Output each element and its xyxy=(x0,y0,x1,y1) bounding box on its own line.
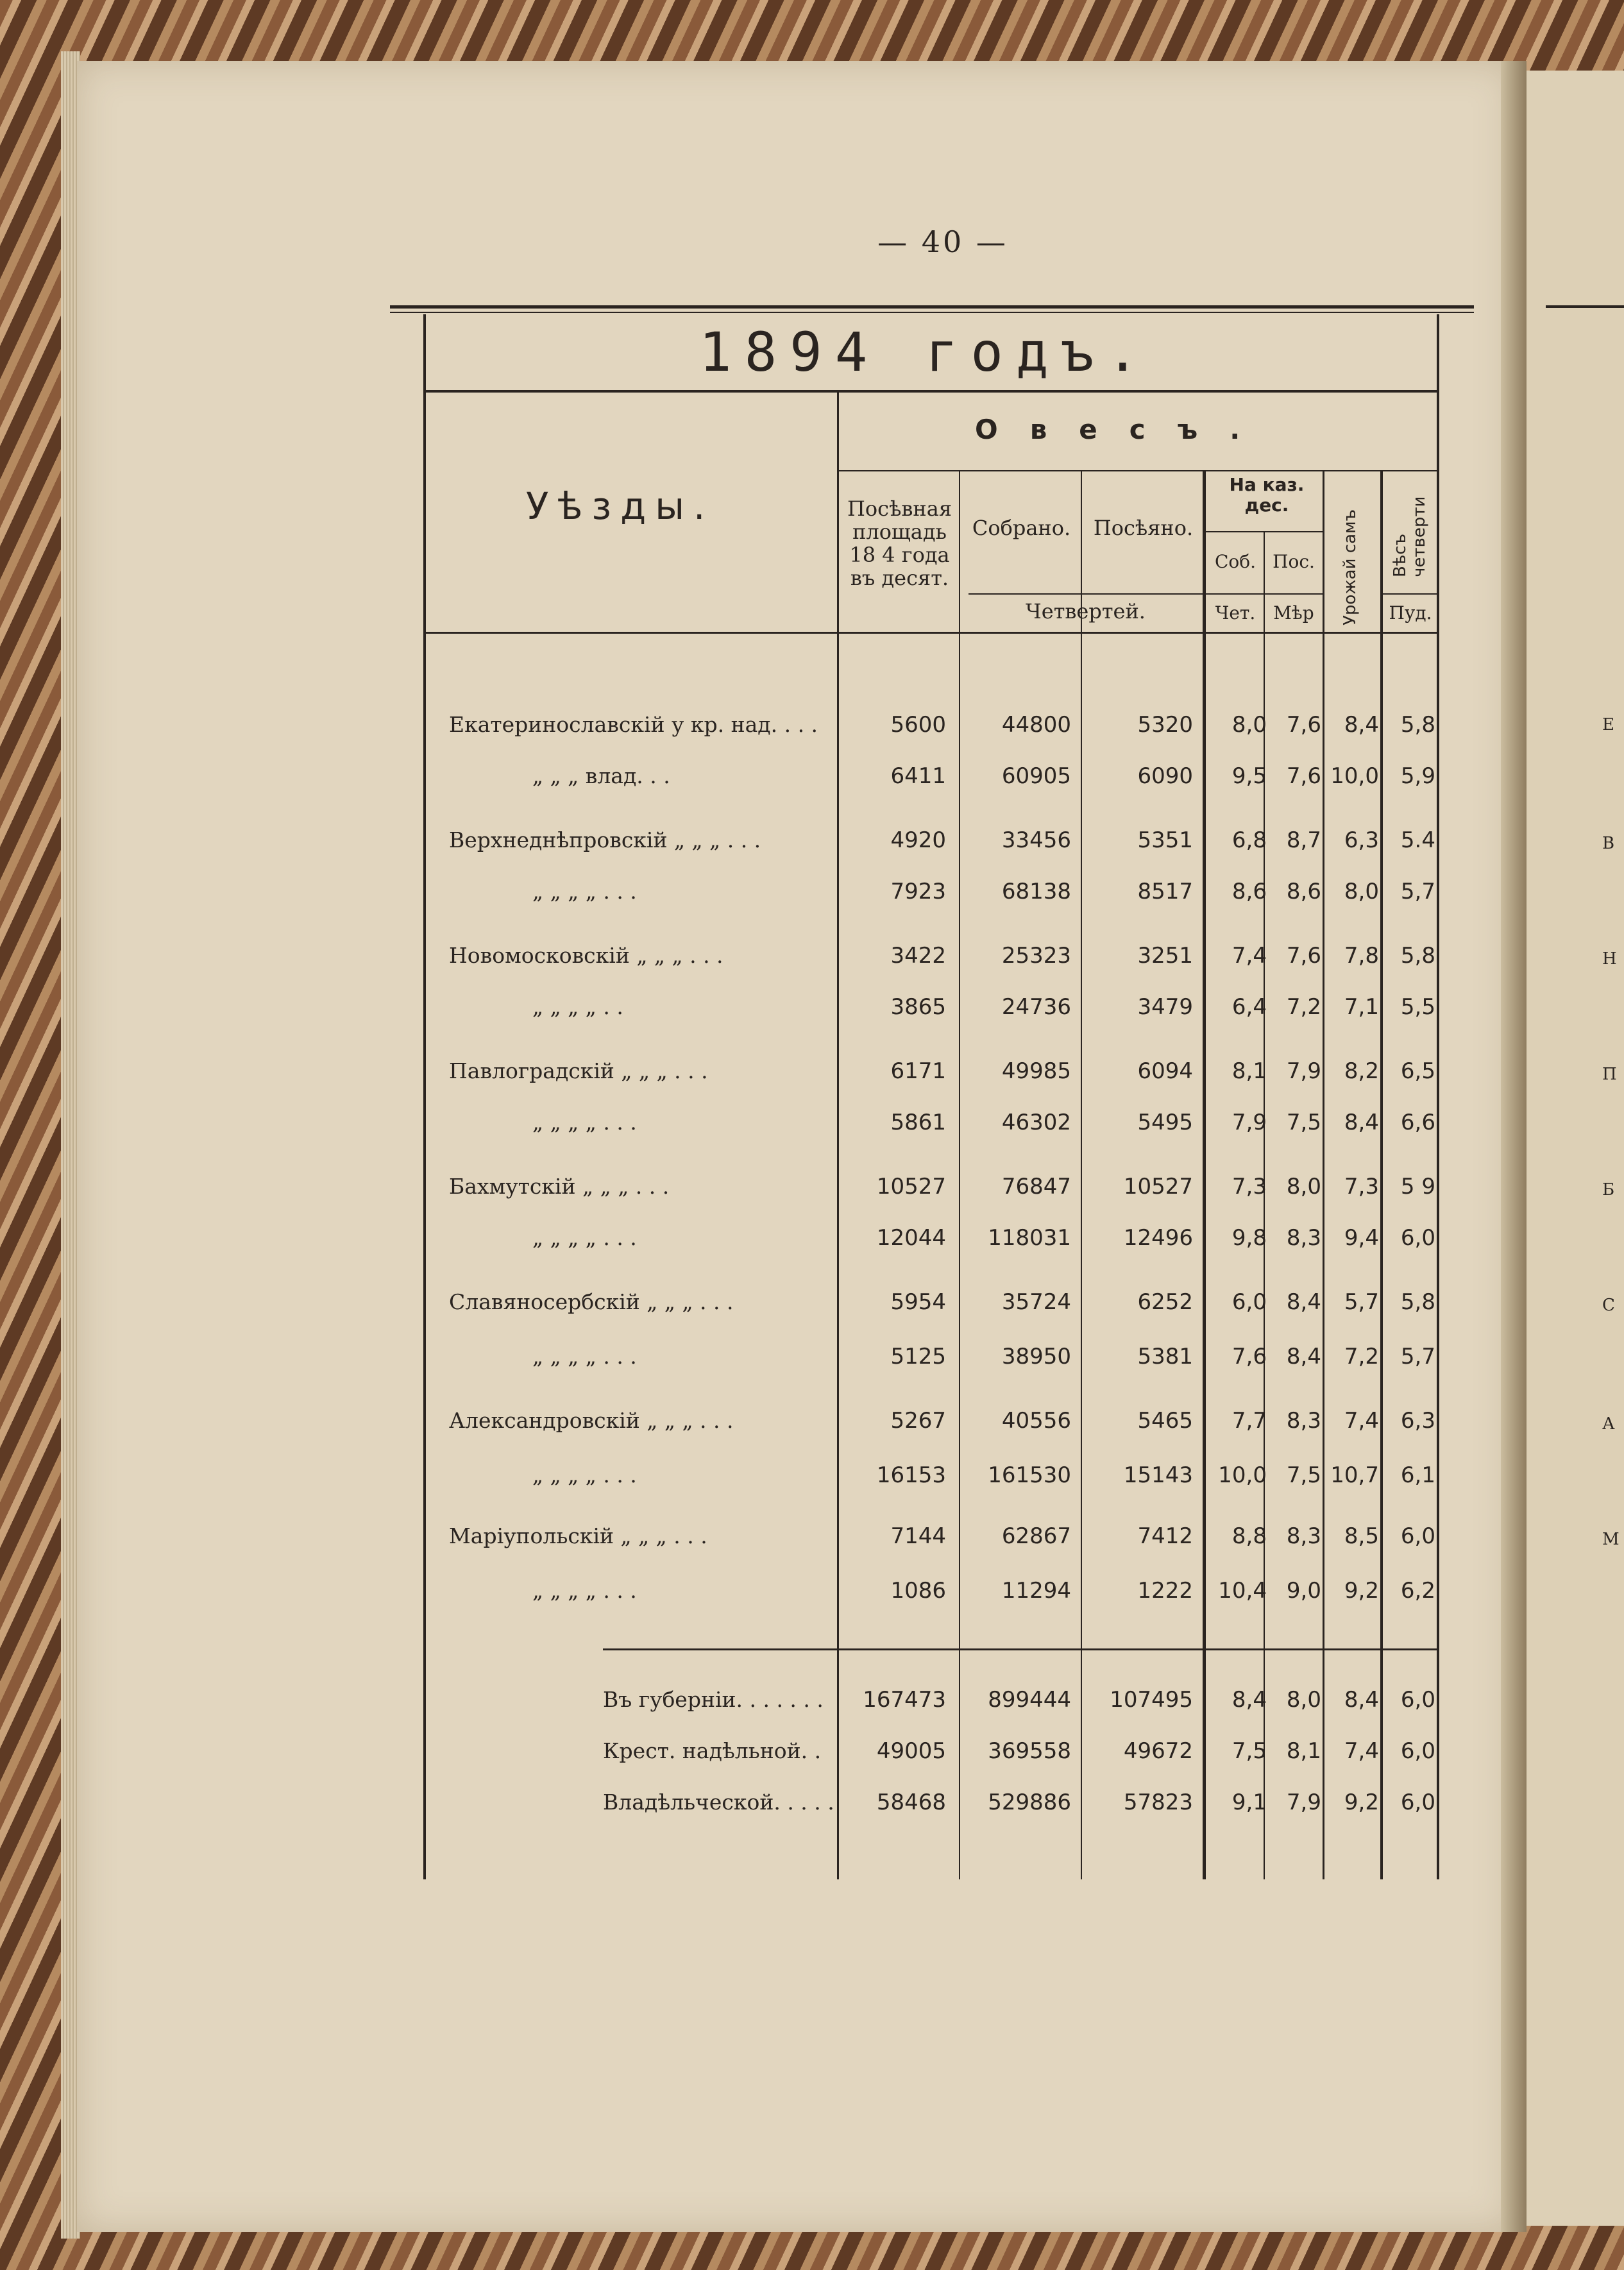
cell-weight: 5 9 xyxy=(1400,1174,1435,1199)
cell-weight: 6,3 xyxy=(1400,1408,1435,1434)
col-header-collected: Собрано. xyxy=(972,516,1071,540)
cell-area: 5267 xyxy=(890,1408,946,1434)
row-name: Верхнеднѣпровскій „ „ „ . . . xyxy=(449,827,761,852)
col-header-area: Посѣвная площадь 18 4 года въ десят. xyxy=(847,496,952,590)
cell-collected: 44800 xyxy=(1001,712,1071,738)
cell-sob: 8,1 xyxy=(1231,1058,1267,1084)
cell-area: 4920 xyxy=(890,827,946,853)
row-name: Бахмутскій „ „ „ . . . xyxy=(449,1174,670,1199)
cell-weight: 6,5 xyxy=(1400,1058,1435,1084)
cell-sown: 3251 xyxy=(1137,943,1193,969)
cell-yield: 9,2 xyxy=(1344,1578,1379,1604)
cell-area: 3865 xyxy=(890,994,946,1020)
table-row xyxy=(0,879,1624,917)
row-name: Маріупольскій „ „ „ . . . xyxy=(449,1523,707,1548)
cell-yield: 8,2 xyxy=(1344,1058,1379,1084)
totals-rule xyxy=(603,1648,1437,1650)
cell-area: 16153 xyxy=(876,1462,946,1488)
row-name: „ „ „ „ . . . xyxy=(532,1344,637,1369)
cell-sob: 9,8 xyxy=(1231,1225,1267,1251)
table-row xyxy=(0,943,1624,981)
row-name: „ „ „ „ . . . xyxy=(532,1462,637,1487)
cell-collected: 62867 xyxy=(1001,1523,1071,1549)
col-header-weight: Вѣсъ четверти xyxy=(1391,496,1429,577)
totals-row xyxy=(0,1687,1624,1725)
cell-yield: 7,3 xyxy=(1344,1174,1379,1199)
cell-pos: 8,6 xyxy=(1286,879,1321,904)
cell-area: 167473 xyxy=(863,1687,946,1713)
cell-sown: 12496 xyxy=(1123,1225,1193,1251)
cell-sob: 10,4 xyxy=(1218,1578,1267,1604)
cell-weight: 5,7 xyxy=(1400,1344,1435,1369)
col-header-quarters: Четвертей. xyxy=(1026,599,1146,623)
cell-yield: 10,7 xyxy=(1330,1462,1379,1488)
cell-sown: 5381 xyxy=(1137,1344,1193,1369)
cell-collected: 46302 xyxy=(1001,1110,1071,1135)
cell-weight: 6,0 xyxy=(1400,1738,1435,1764)
right-page-letter: С xyxy=(1602,1296,1615,1315)
cell-weight: 6,2 xyxy=(1400,1578,1435,1604)
cell-pos: 7,6 xyxy=(1286,943,1321,969)
crop-title: Овесъ. xyxy=(975,414,1273,445)
cell-weight: 5.4 xyxy=(1400,827,1435,853)
totals-name: Крест. надѣльной. . xyxy=(603,1738,822,1763)
crop-underline xyxy=(839,470,1437,471)
col-header-per-des: На каз. дес. xyxy=(1229,474,1305,516)
cell-pos: 8,3 xyxy=(1286,1523,1321,1549)
cell-yield: 7,2 xyxy=(1344,1344,1379,1369)
cell-area: 3422 xyxy=(890,943,946,969)
row-name: „ „ „ „ . . . xyxy=(532,1578,637,1603)
cell-area: 5125 xyxy=(890,1344,946,1369)
cell-yield: 7,8 xyxy=(1344,943,1379,969)
cell-collected: 899444 xyxy=(988,1687,1071,1713)
cell-collected: 33456 xyxy=(1001,827,1071,853)
units-rule xyxy=(1206,593,1323,595)
cell-sob: 7,5 xyxy=(1231,1738,1267,1764)
cell-sob: 7,3 xyxy=(1231,1174,1267,1199)
row-header-uyezdy: Уѣзды. xyxy=(526,484,715,528)
cell-sown: 7412 xyxy=(1137,1523,1193,1549)
cell-sob: 9,5 xyxy=(1231,763,1267,789)
cell-yield: 10,0 xyxy=(1330,763,1379,789)
cell-sob: 7,6 xyxy=(1231,1344,1267,1369)
cell-yield: 7,4 xyxy=(1344,1408,1379,1434)
table-row xyxy=(0,712,1624,750)
cell-sown: 8517 xyxy=(1137,879,1193,904)
cell-yield: 7,1 xyxy=(1344,994,1379,1020)
cell-area: 5954 xyxy=(890,1289,946,1315)
cell-collected: 118031 xyxy=(988,1225,1071,1251)
cell-weight: 5,8 xyxy=(1400,712,1435,738)
totals-name: Въ губерніи. . . . . . . xyxy=(603,1687,824,1712)
cell-yield: 9,4 xyxy=(1344,1225,1379,1251)
cell-sob: 8,0 xyxy=(1231,712,1267,738)
cell-weight: 5,9 xyxy=(1400,763,1435,789)
table-row xyxy=(0,1174,1624,1212)
row-name: Славяносербскій „ „ „ . . . xyxy=(449,1289,734,1314)
cell-weight: 6,1 xyxy=(1400,1462,1435,1488)
cell-sown: 6094 xyxy=(1137,1058,1193,1084)
cell-collected: 11294 xyxy=(1001,1578,1071,1604)
table-top-rule xyxy=(390,305,1474,309)
row-name: Новомосковскій „ „ „ . . . xyxy=(449,943,723,968)
cell-yield: 8,4 xyxy=(1344,1110,1379,1135)
col-header-pos: Пос. xyxy=(1273,551,1315,572)
table-row xyxy=(0,1289,1624,1328)
cell-sob: 6,4 xyxy=(1231,994,1267,1020)
table-row xyxy=(0,763,1624,802)
cell-weight: 5,8 xyxy=(1400,1289,1435,1315)
cell-pos: 7,5 xyxy=(1286,1110,1321,1135)
cell-sown: 5351 xyxy=(1137,827,1193,853)
cell-sob: 10,0 xyxy=(1218,1462,1267,1488)
cell-yield: 8,5 xyxy=(1344,1523,1379,1549)
table-top-rule-thin xyxy=(390,312,1474,313)
cell-pos: 7,9 xyxy=(1286,1790,1321,1815)
right-page-letter: П xyxy=(1602,1065,1617,1084)
cell-collected: 529886 xyxy=(988,1790,1071,1815)
right-page-top-rule xyxy=(1546,305,1624,308)
cell-sown: 5320 xyxy=(1137,712,1193,738)
table-row xyxy=(0,1225,1624,1264)
row-name: Екатеринославскій у кр. над. . . . xyxy=(449,712,818,737)
cell-area: 6411 xyxy=(890,763,946,789)
cell-sob: 6,0 xyxy=(1231,1289,1267,1315)
cell-yield: 8,4 xyxy=(1344,1687,1379,1713)
cell-collected: 40556 xyxy=(1001,1408,1071,1434)
cell-sob: 8,6 xyxy=(1231,879,1267,904)
right-page-letter: Б xyxy=(1602,1180,1615,1199)
cell-pos: 8,3 xyxy=(1286,1408,1321,1434)
per-des-rule xyxy=(1206,531,1323,532)
cell-pos: 7,5 xyxy=(1286,1462,1321,1488)
cell-pos: 7,2 xyxy=(1286,994,1321,1020)
cell-sob: 6,8 xyxy=(1231,827,1267,853)
cell-sown: 49672 xyxy=(1123,1738,1193,1764)
cell-sob: 8,8 xyxy=(1231,1523,1267,1549)
col-header-yield: Урожай самъ xyxy=(1341,509,1360,625)
header-bottom-rule xyxy=(426,632,1438,634)
table-row xyxy=(0,1578,1624,1616)
cell-sown: 6252 xyxy=(1137,1289,1193,1315)
cell-sown: 57823 xyxy=(1123,1790,1193,1815)
row-name: „ „ „ „ . . . xyxy=(532,879,637,904)
cell-area: 6171 xyxy=(890,1058,946,1084)
cell-yield: 8,0 xyxy=(1344,879,1379,904)
table-row xyxy=(0,994,1624,1033)
cell-weight: 5,5 xyxy=(1400,994,1435,1020)
col-header-chet: Чет. xyxy=(1215,602,1256,623)
cell-sob: 7,9 xyxy=(1231,1110,1267,1135)
cell-pos: 8,1 xyxy=(1286,1738,1321,1764)
cell-collected: 369558 xyxy=(988,1738,1071,1764)
cell-area: 7923 xyxy=(890,879,946,904)
table-left-border xyxy=(423,314,426,1879)
cell-yield: 5,7 xyxy=(1344,1289,1379,1315)
page-number: — 40 — xyxy=(877,224,1008,259)
table-row xyxy=(0,1110,1624,1148)
cell-weight: 6,0 xyxy=(1400,1687,1435,1713)
cell-area: 12044 xyxy=(876,1225,946,1251)
cell-collected: 25323 xyxy=(1001,943,1071,969)
cell-yield: 7,4 xyxy=(1344,1738,1379,1764)
table-row xyxy=(0,827,1624,866)
cell-collected: 35724 xyxy=(1001,1289,1071,1315)
cell-weight: 6,0 xyxy=(1400,1790,1435,1815)
row-name: Александровскій „ „ „ . . . xyxy=(449,1408,734,1433)
totals-row xyxy=(0,1790,1624,1828)
cell-collected: 38950 xyxy=(1001,1344,1071,1369)
totals-name: Владѣльческой. . . . . xyxy=(603,1790,834,1815)
row-name: „ „ „ „ . . . xyxy=(532,1225,637,1250)
cell-yield: 8,4 xyxy=(1344,712,1379,738)
cell-weight: 6,6 xyxy=(1400,1110,1435,1135)
cell-collected: 60905 xyxy=(1001,763,1071,789)
col-header-sob: Соб. xyxy=(1214,551,1256,572)
cell-pos: 8,0 xyxy=(1286,1174,1321,1199)
row-name: „ „ „ „ . . xyxy=(532,994,623,1019)
cell-collected: 161530 xyxy=(988,1462,1071,1488)
cell-sob: 7,4 xyxy=(1231,943,1267,969)
quarters-rule xyxy=(968,593,1203,595)
cell-pos: 9,0 xyxy=(1286,1578,1321,1604)
table-row xyxy=(0,1523,1624,1562)
cell-pos: 8,0 xyxy=(1286,1687,1321,1713)
cell-sown: 10527 xyxy=(1123,1174,1193,1199)
right-page-letter: Е xyxy=(1602,715,1614,734)
table-row xyxy=(0,1058,1624,1097)
row-name: „ „ „ „ . . . xyxy=(532,1110,637,1135)
cell-collected: 49985 xyxy=(1001,1058,1071,1084)
cell-area: 58468 xyxy=(876,1790,946,1815)
cell-weight: 5,8 xyxy=(1400,943,1435,969)
cell-pos: 8,4 xyxy=(1286,1289,1321,1315)
col-header-mer: Мѣр xyxy=(1273,602,1314,623)
year-underline xyxy=(426,390,1438,393)
right-page-letter: М xyxy=(1602,1530,1620,1549)
table-right-border xyxy=(1437,314,1439,1879)
cell-sown: 5495 xyxy=(1137,1110,1193,1135)
cell-pos: 7,6 xyxy=(1286,763,1321,789)
col-header-pud: Пуд. xyxy=(1389,602,1432,623)
table-row xyxy=(0,1408,1624,1446)
row-name: Павлоградскій „ „ „ . . . xyxy=(449,1058,708,1083)
col-header-sown: Посѣяно. xyxy=(1093,516,1194,540)
pud-rule xyxy=(1383,593,1437,595)
cell-sown: 107495 xyxy=(1110,1687,1193,1713)
cell-pos: 8,3 xyxy=(1286,1225,1321,1251)
cell-area: 49005 xyxy=(876,1738,946,1764)
table-row xyxy=(0,1462,1624,1501)
cell-area: 1086 xyxy=(890,1578,946,1604)
cell-area: 5600 xyxy=(890,712,946,738)
right-page-letter: А xyxy=(1602,1414,1615,1434)
row-name: „ „ „ влад. . . xyxy=(532,763,670,788)
cell-area: 5861 xyxy=(890,1110,946,1135)
right-page-letter: В xyxy=(1602,834,1615,853)
cell-pos: 7,6 xyxy=(1286,712,1321,738)
cell-weight: 6,0 xyxy=(1400,1225,1435,1251)
cell-sown: 6090 xyxy=(1137,763,1193,789)
cell-yield: 9,2 xyxy=(1344,1790,1379,1815)
cell-weight: 6,0 xyxy=(1400,1523,1435,1549)
cell-pos: 7,9 xyxy=(1286,1058,1321,1084)
cell-area: 10527 xyxy=(876,1174,946,1199)
table-row xyxy=(0,1344,1624,1382)
cell-weight: 5,7 xyxy=(1400,879,1435,904)
cell-sown: 1222 xyxy=(1137,1578,1193,1604)
right-page xyxy=(1527,71,1624,2226)
cell-sob: 8,4 xyxy=(1231,1687,1267,1713)
cell-collected: 24736 xyxy=(1001,994,1071,1020)
cell-sown: 5465 xyxy=(1137,1408,1193,1434)
cell-sown: 3479 xyxy=(1137,994,1193,1020)
cell-yield: 6,3 xyxy=(1344,827,1379,853)
totals-row xyxy=(0,1738,1624,1777)
cell-sob: 7,7 xyxy=(1231,1408,1267,1434)
cell-pos: 8,4 xyxy=(1286,1344,1321,1369)
right-page-letter: Н xyxy=(1602,949,1617,969)
year-title: 1894 годъ. xyxy=(699,321,1152,384)
cell-pos: 8,7 xyxy=(1286,827,1321,853)
cell-area: 7144 xyxy=(890,1523,946,1549)
cell-collected: 76847 xyxy=(1001,1174,1071,1199)
cell-sob: 9,1 xyxy=(1231,1790,1267,1815)
cell-collected: 68138 xyxy=(1001,879,1071,904)
cell-sown: 15143 xyxy=(1123,1462,1193,1488)
